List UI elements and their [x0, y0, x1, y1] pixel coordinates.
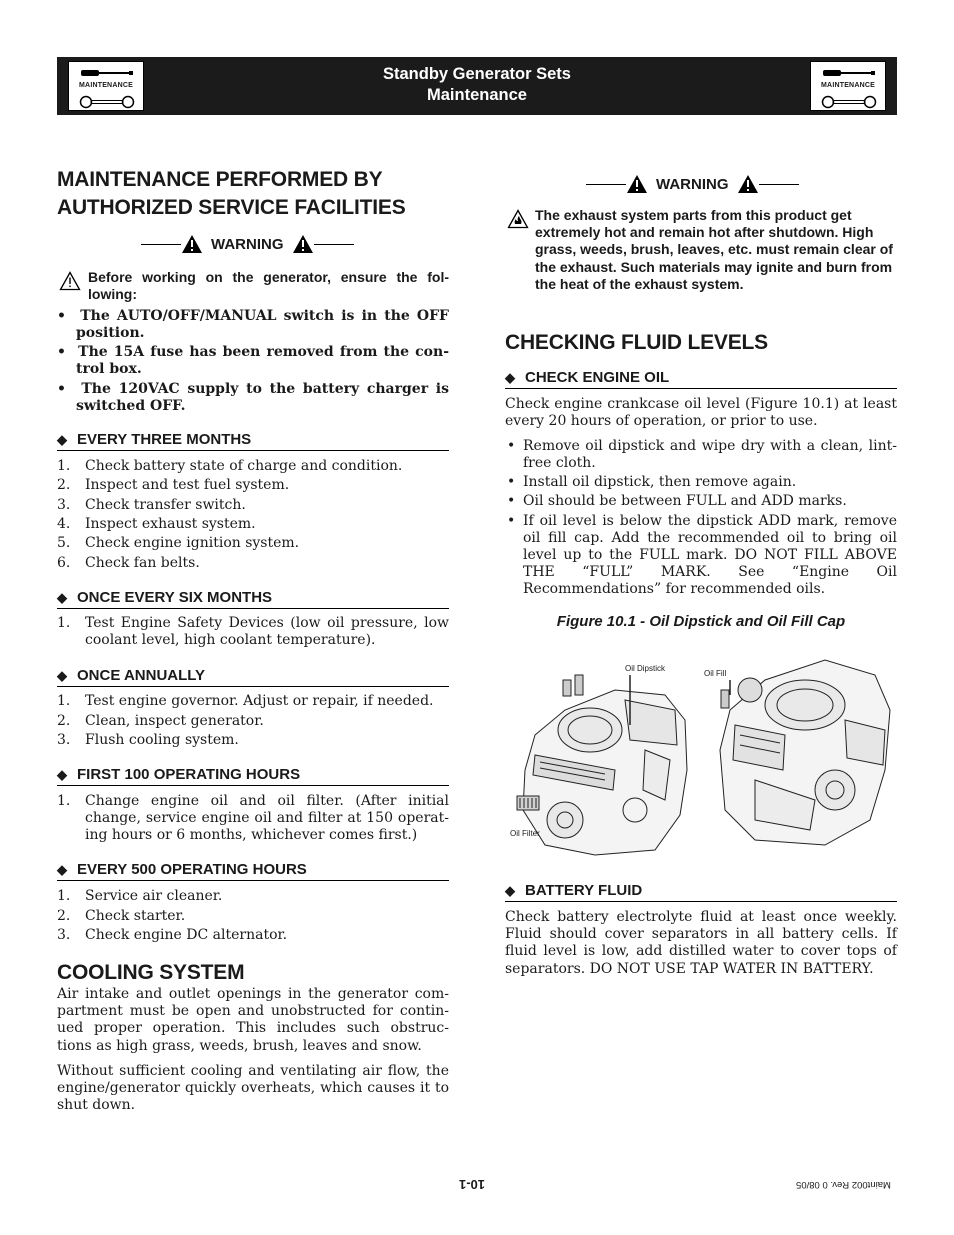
diamond-bullet-icon: ◆ [505, 370, 515, 385]
section-heading-maintenance [57, 166, 449, 222]
subheading-text: BATTERY FLUID [525, 882, 643, 899]
list-item: • Install oil dipstick, then remove again. [507, 474, 797, 490]
list-item-text: Check transfer switch. [85, 497, 246, 513]
list-item: • Remove oil dipstick and wipe dry with a clean, lint- free cloth. [507, 438, 897, 471]
diamond-bullet-icon: ◆ [57, 668, 67, 683]
list-item: • If oil level is below the dipstick ADD mark, remove oil fill cap. Add the recommended oil to bring oil level up to the FULL mark. DO NOT FILL ABOVE THE “FULL” MARK. See “Engine Oil Recommendations” for recommended oils. [507, 513, 897, 597]
list-item: • Oil should be between FULL and ADD marks. [507, 493, 847, 509]
list-item: 1. Check battery state of charge and condition. [57, 458, 403, 474]
list-item: 6. Check fan belts. [57, 555, 200, 571]
warning-triangle-icon [181, 234, 203, 254]
warning-banner-left [141, 234, 354, 254]
list-item: 1. Test engine governor. Adjust or repair, if needed. [57, 693, 434, 709]
subheading-text: FIRST 100 OPERATING HOURS [77, 766, 301, 783]
list-item: 1. Service air cleaner. [57, 888, 223, 904]
list-item-text: Oil should be between FULL and ADD marks. [523, 493, 847, 509]
header-title-line1: Standby Generator Sets [383, 65, 571, 83]
maintenance-badge-right [810, 61, 886, 111]
subheading-once-annually [57, 667, 449, 687]
warning-banner-right [586, 174, 799, 194]
subheading-six-months [57, 589, 449, 609]
cooling-paragraph-1: Air intake and outlet openings in the generator com- partment must be open and unobstructed for contin- ued proper operation. This includes such obstruc- tions as high grass, weeds, brush, leaves and snow. [57, 986, 449, 1054]
section-heading-fluid-levels: CHECKING FLUID LEVELS [505, 331, 768, 354]
subheading-check-engine-oil [505, 369, 897, 389]
warning-triangle-icon [626, 174, 648, 194]
warning-rule [759, 184, 799, 185]
oil-intro: Check engine crankcase oil level (Figure 10.1) at least every 20 hours of operation, or prior to use. [505, 396, 897, 430]
list-item-text: Install oil dipstick, then remove again. [523, 474, 797, 490]
warning-intro: Before working on the generator, ensure the fol- lowing: [88, 269, 449, 303]
diamond-bullet-icon: ◆ [57, 432, 67, 447]
wrench-icon [821, 95, 877, 109]
list-item-text: Check starter. [85, 908, 186, 924]
list-item-text: Check fan belts. [85, 555, 200, 571]
warning-label: WARNING [656, 175, 729, 193]
warning-rule [314, 244, 354, 245]
badge-label: MAINTENANCE [821, 82, 875, 89]
subheading-text: CHECK ENGINE OIL [525, 369, 670, 386]
engine-figure [505, 650, 897, 860]
subheading-text: EVERY 500 OPERATING HOURS [77, 861, 307, 878]
heading-line2: AUTHORIZED SERVICE FACILITIES [57, 196, 406, 219]
subheading-text: ONCE EVERY SIX MONTHS [77, 589, 273, 606]
diamond-bullet-icon: ◆ [57, 590, 67, 605]
subheading-text: EVERY THREE MONTHS [77, 431, 252, 448]
figure-caption: Figure 10.1 - Oil Dipstick and Oil Fill Cap [556, 613, 846, 630]
subheading-first-100-hours [57, 766, 449, 786]
list-item-text: If oil level is below the dipstick ADD mark, remove oil fill cap. Add the recommended oil to bring oil level up to the FULL mark. DO NOT FILL ABOVE THE “FULL” MARK. See “Engine Oil Recommendations” for recommended oils. [523, 513, 897, 597]
list-item-text: Test engine governor. Adjust or repair, if needed. [85, 693, 434, 709]
warning-item-text: The AUTO/OFF/MANUAL switch is in the OFF position. [76, 308, 449, 341]
list-item: 5. Check engine ignition system. [57, 535, 300, 551]
page-header-title [57, 64, 897, 106]
list-item-text: Test Engine Safety Devices (low oil pressure, low coolant level, high coolant temperature). [85, 615, 449, 648]
header-title-line2: Maintenance [427, 86, 527, 104]
warning-rule [141, 244, 181, 245]
list-item: 3. Check transfer switch. [57, 497, 246, 513]
hot-surface-warning-icon [507, 209, 529, 229]
list-item-text: Flush cooling system. [85, 732, 239, 748]
engine-illustration [505, 650, 897, 860]
exhaust-warning-text: The exhaust system parts from this product get extremely hot and remain hot after shutdown. High grass, weeds, brush, leaves, etc. must remain clear of the exhaust. Such materials may ignite and burn from the heat of the exhaust system. [535, 207, 893, 292]
figure-label-oil-filter: Oil Filter [510, 829, 540, 838]
list-item-text: Clean, inspect generator. [85, 713, 264, 729]
diamond-bullet-icon: ◆ [57, 862, 67, 877]
list-item: 1. Test Engine Safety Devices (low oil pressure, low coolant level, high coolant temperature). [57, 615, 449, 648]
heading-line1: MAINTENANCE PERFORMED BY [57, 168, 383, 191]
warning-item: • The AUTO/OFF/MANUAL switch is in the OFF position. [57, 308, 449, 341]
warning-triangle-icon [292, 234, 314, 254]
list-item-text: Check battery state of charge and condition. [85, 458, 403, 474]
section-heading-cooling: COOLING SYSTEM [57, 961, 245, 984]
figure-label-oil-dipstick: Oil Dipstick [625, 664, 666, 673]
list-item-text: Change engine oil and oil filter. (After initial change, service engine oil and filter at 150 operat- ing hours or 6 months, whichever comes first.) [85, 793, 449, 843]
warning-rule [586, 184, 626, 185]
list-item: 4. Inspect exhaust system. [57, 516, 256, 532]
list-item-text: Inspect and test fuel system. [85, 477, 290, 493]
list-item-text: Check engine DC alternator. [85, 927, 288, 943]
diamond-bullet-icon: ◆ [57, 767, 67, 782]
battery-fluid-text: Check battery electrolyte fluid at least once weekly. Fluid should cover separators in all battery cells. If fluid level is low, add distilled water to cover tops of separators. DO NOT USE TAP WATER IN BATTERY. [505, 909, 897, 977]
list-item: 2. Inspect and test fuel system. [57, 477, 290, 493]
list-item-text: Check engine ignition system. [85, 535, 300, 551]
screwdriver-icon [821, 66, 877, 80]
warning-triangle-icon [737, 174, 759, 194]
list-item-text: Remove oil dipstick and wipe dry with a clean, lint- free cloth. [523, 438, 897, 471]
warning-item-text: The 15A fuse has been removed from the con- trol box. [76, 344, 449, 377]
document-code: Maint002 Rev. 0 08/05 [796, 1179, 891, 1190]
warning-label: WARNING [211, 235, 284, 253]
figure-label-oil-fill: Oil Fill [704, 669, 727, 678]
list-item: 2. Check starter. [57, 908, 186, 924]
diamond-bullet-icon: ◆ [505, 883, 515, 898]
subheading-text: ONCE ANNUALLY [77, 667, 206, 684]
list-item: 3. Check engine DC alternator. [57, 927, 288, 943]
warning-item-text: The 120VAC supply to the battery charger is switched OFF. [76, 381, 449, 414]
list-item: 1. Change engine oil and oil filter. (After initial change, service engine oil and filter at 150 operat- ing hours or 6 months, whichever comes first.) [57, 793, 449, 843]
page-number: 10-1 [459, 1177, 486, 1192]
list-item: 2. Clean, inspect generator. [57, 713, 264, 729]
subheading-battery-fluid [505, 882, 897, 902]
page-header [57, 57, 897, 115]
list-item: 3. Flush cooling system. [57, 732, 239, 748]
warning-item: • The 15A fuse has been removed from the con- trol box. [57, 344, 449, 377]
list-item-text: Service air cleaner. [85, 888, 223, 904]
subheading-every-three-months [57, 431, 449, 451]
subheading-every-500-hours [57, 861, 449, 881]
badge-label: MAINTENANCE [79, 82, 133, 89]
caution-outline-icon [59, 271, 81, 291]
cooling-paragraph-2: Without sufficient cooling and ventilating air flow, the engine/generator quickly overheats, which causes it to shut down. [57, 1063, 449, 1114]
warning-item: • The 120VAC supply to the battery charger is switched OFF. [57, 381, 449, 414]
list-item-text: Inspect exhaust system. [85, 516, 256, 532]
